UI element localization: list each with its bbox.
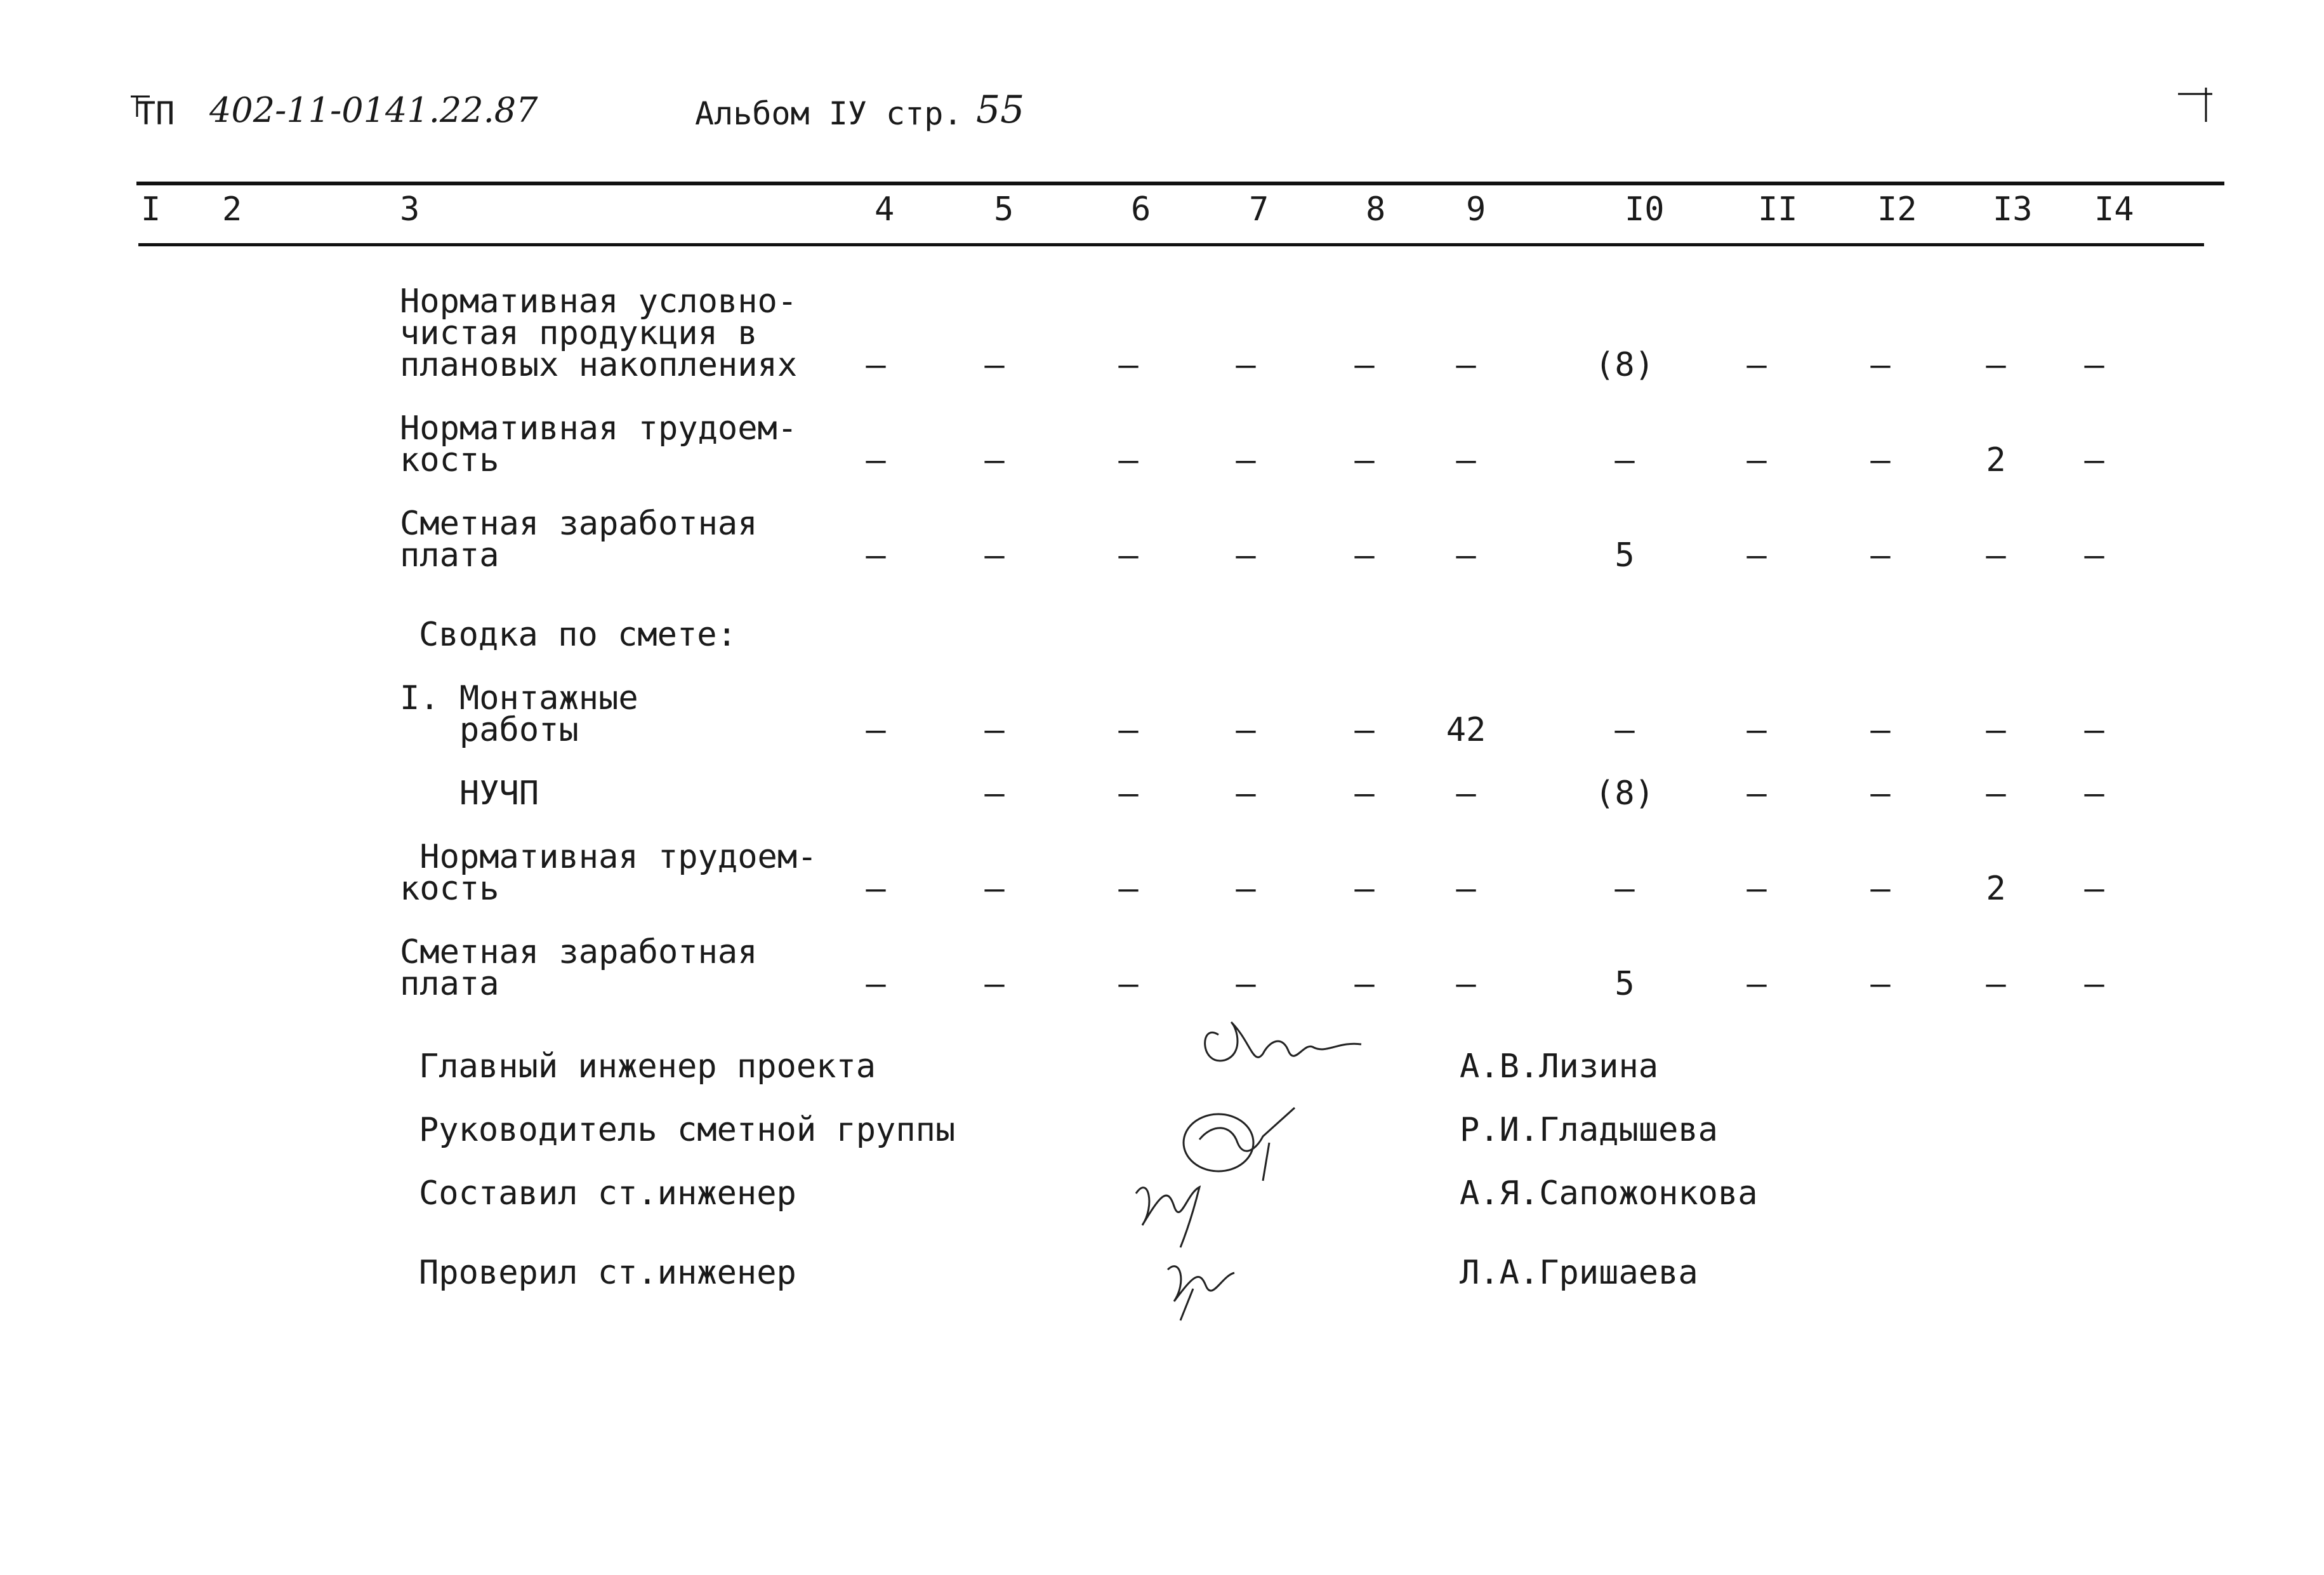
table-cell: 2: [1986, 441, 2006, 479]
signature-role: Главный инженер проекта: [419, 1047, 876, 1086]
table-cell: –: [1870, 965, 1891, 1003]
table-cell: –: [984, 774, 1005, 813]
row-label: Сметная заработная: [400, 933, 758, 971]
table-cell: 5: [1614, 965, 1635, 1003]
table-cell: –: [1870, 536, 1891, 575]
table-cell: –: [1118, 774, 1139, 813]
table-cell: –: [1236, 870, 1256, 908]
table-cell: (8): [1595, 346, 1654, 384]
table-cell: –: [1614, 870, 1635, 908]
table-cell: –: [1236, 441, 1256, 479]
table-cell: –: [1456, 346, 1476, 384]
table-cell: –: [1746, 346, 1767, 384]
table-cell: –: [984, 711, 1005, 749]
row-label: Нормативная трудоем-: [400, 409, 798, 448]
column-number: 4: [875, 190, 895, 229]
signature-lizina: [1193, 1016, 1371, 1086]
signature-role: Руководитель сметной группы: [419, 1111, 956, 1149]
table-cell: 42: [1446, 711, 1486, 749]
table-cell: –: [984, 870, 1005, 908]
table-cell: –: [1746, 965, 1767, 1003]
table-cell: –: [984, 346, 1005, 384]
table-cell: –: [1354, 870, 1375, 908]
row-label: плановых накоплениях: [400, 346, 798, 384]
table-cell: –: [2084, 870, 2104, 908]
table-cell: –: [1118, 536, 1139, 575]
table-cell: –: [1118, 441, 1139, 479]
table-cell: –: [1614, 441, 1635, 479]
column-number: I0: [1625, 190, 1665, 229]
table-cell: –: [1986, 711, 2006, 749]
column-number: II: [1758, 190, 1798, 229]
signature-name: Р.И.Гладышева: [1460, 1111, 1718, 1149]
signature-role: Проверил ст.инженер: [419, 1254, 796, 1292]
row-label: Сметная заработная: [400, 505, 758, 543]
row-label: кость: [400, 870, 499, 908]
table-cell: –: [866, 711, 886, 749]
table-cell: –: [984, 441, 1005, 479]
table-cell: (8): [1595, 774, 1654, 813]
signature-name: А.Я.Сапожонкова: [1460, 1174, 1758, 1213]
table-cell: –: [866, 965, 886, 1003]
row-label: кость: [400, 441, 499, 479]
doc-prefix: ТП: [136, 95, 175, 132]
table-cell: –: [1236, 965, 1256, 1003]
table-cell: –: [1456, 441, 1476, 479]
table-cell: –: [1746, 870, 1767, 908]
table-cell: –: [1354, 536, 1375, 575]
column-number: I: [141, 190, 161, 229]
column-number: I4: [2094, 190, 2134, 229]
table-cell: –: [1456, 965, 1476, 1003]
column-number: 2: [222, 190, 242, 229]
column-number: 5: [994, 190, 1014, 229]
column-number: 8: [1366, 190, 1386, 229]
row-label: чистая продукция в: [400, 314, 758, 352]
table-cell: –: [1456, 774, 1476, 813]
header-rule-top: [136, 182, 2224, 185]
table-cell: –: [1118, 870, 1139, 908]
table-cell: –: [1870, 711, 1891, 749]
row-label: Нормативная условно-: [400, 282, 798, 321]
table-cell: –: [1236, 346, 1256, 384]
table-cell: –: [984, 965, 1005, 1003]
album-label: Альбом IУ стр.: [695, 95, 963, 132]
column-number: 6: [1131, 190, 1151, 229]
table-cell: –: [1236, 536, 1256, 575]
table-cell: –: [2084, 965, 2104, 1003]
row-label: Сводка по смете:: [419, 616, 737, 654]
column-number: 7: [1249, 190, 1269, 229]
table-cell: –: [1870, 346, 1891, 384]
page-number: 55: [976, 88, 1025, 132]
table-cell: –: [1456, 870, 1476, 908]
table-cell: 5: [1614, 536, 1635, 575]
column-number: 9: [1466, 190, 1486, 229]
row-label: I. Монтажные: [400, 679, 638, 717]
row-label: плата: [400, 536, 499, 575]
table-cell: –: [1456, 536, 1476, 575]
table-cell: –: [866, 870, 886, 908]
table-cell: –: [2084, 346, 2104, 384]
table-cell: –: [1236, 774, 1256, 813]
table-cell: –: [866, 346, 886, 384]
table-cell: –: [866, 441, 886, 479]
table-cell: –: [1746, 711, 1767, 749]
table-cell: –: [1354, 965, 1375, 1003]
table-cell: –: [1236, 711, 1256, 749]
row-label: плата: [400, 965, 499, 1003]
table-cell: –: [1986, 346, 2006, 384]
table-cell: –: [1354, 774, 1375, 813]
row-label: НУЧП: [400, 774, 539, 813]
table-cell: –: [1354, 346, 1375, 384]
table-cell: –: [1870, 870, 1891, 908]
table-cell: –: [1614, 711, 1635, 749]
signature-role: Составил ст.инженер: [419, 1174, 796, 1213]
table-cell: –: [2084, 441, 2104, 479]
column-number: I2: [1877, 190, 1917, 229]
table-cell: –: [1870, 774, 1891, 813]
table-cell: –: [1986, 965, 2006, 1003]
row-label: Нормативная трудоем-: [400, 838, 817, 876]
signature-sapozhonkova: [1123, 1168, 1218, 1257]
table-cell: –: [1118, 965, 1139, 1003]
signature-name: Л.А.Гришаева: [1460, 1254, 1698, 1292]
table-cell: –: [2084, 536, 2104, 575]
column-number: 3: [400, 190, 420, 229]
table-cell: –: [1354, 711, 1375, 749]
table-cell: –: [1746, 536, 1767, 575]
table-cell: –: [866, 536, 886, 575]
doc-code: 402-11-0141.22.87: [209, 90, 538, 130]
table-cell: –: [984, 536, 1005, 575]
table-cell: –: [1746, 774, 1767, 813]
header-rule-bottom: [138, 243, 2204, 246]
signature-grishaeva: [1155, 1251, 1250, 1327]
table-cell: 2: [1986, 870, 2006, 908]
row-label: работы: [400, 711, 579, 749]
table-cell: –: [1870, 441, 1891, 479]
table-cell: –: [1986, 536, 2006, 575]
signature-name: А.В.Лизина: [1460, 1047, 1659, 1086]
table-cell: –: [1118, 346, 1139, 384]
table-cell: –: [1118, 711, 1139, 749]
table-cell: –: [1746, 441, 1767, 479]
corner-mark-right: [2177, 86, 2215, 124]
column-number: I3: [1993, 190, 2033, 229]
table-cell: –: [2084, 711, 2104, 749]
table-cell: –: [1354, 441, 1375, 479]
table-cell: –: [2084, 774, 2104, 813]
table-cell: –: [1986, 774, 2006, 813]
